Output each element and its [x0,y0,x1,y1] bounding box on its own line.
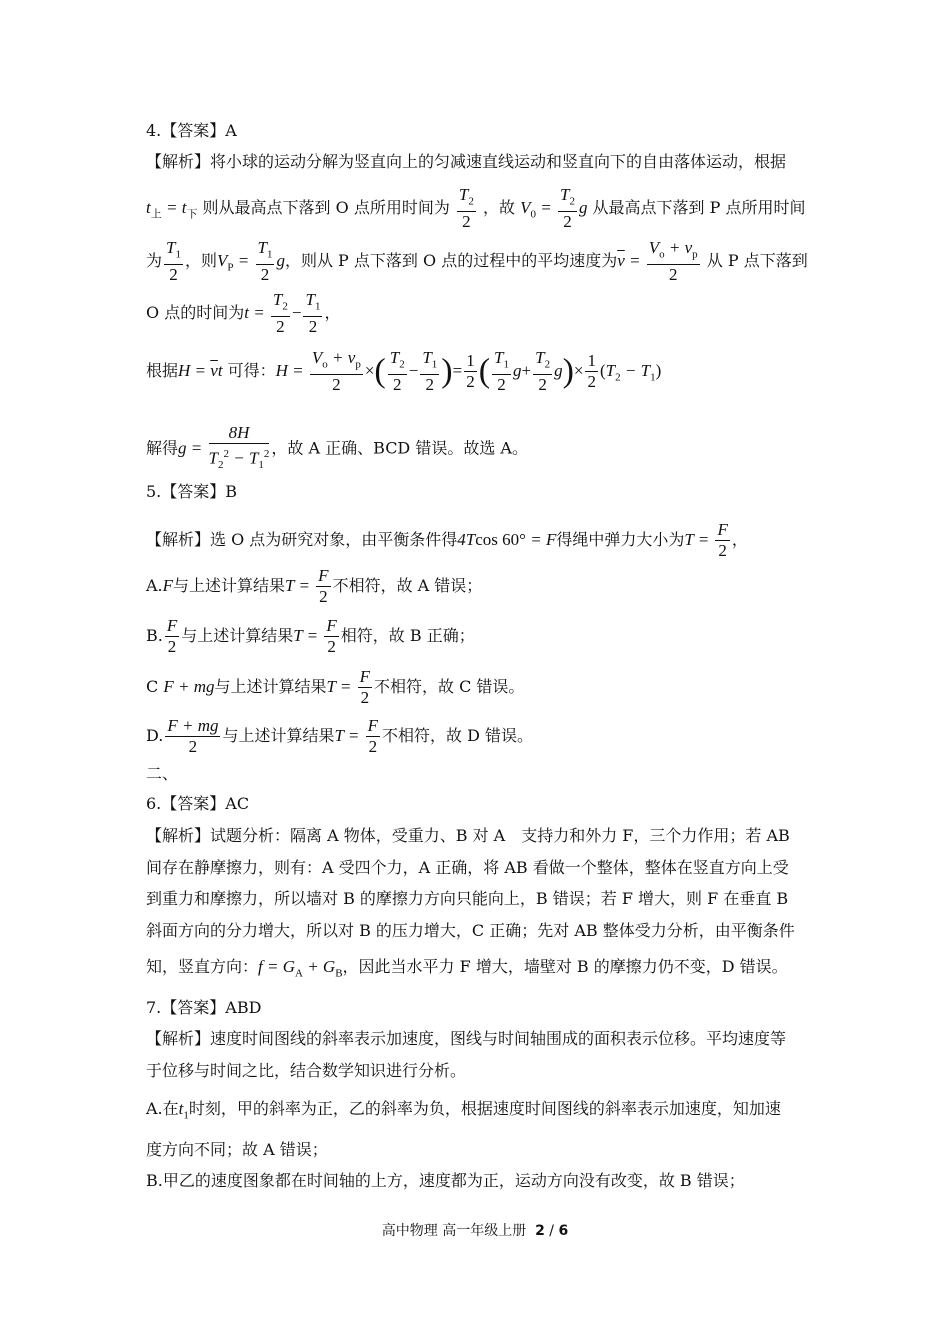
formula-fraction: $\frac{T_2}{2}$ [458,185,474,232]
q7-text-line: 【解析】速度时间图线的斜率表示加速度，图线与时间轴围成的面积表示位移。平均速度等 [146,1029,787,1048]
formula-vbar: $\overline{v}$ = [617,251,645,271]
q4-line-6: 解得g = $\frac{8H}{T_2^2 - T_1^2}$ ，故 A 正确、BCD 错误。故选 A。 [146,423,528,472]
q5-option-b: B. $\frac{F}{2}$ 与上述计算结果T = $\frac{F}{2}$ 相符，故 B 正确； [146,616,475,656]
formula-g: g = [178,438,207,458]
q7-text-line: B.甲乙的速度图象都在时间轴的上方，速度都为正，运动方向没有改变，故 B 错误； [146,1171,745,1190]
q5-line-1: 【解析】选 O 点为研究对象，由平衡条件得4Tcos 60° = F得绳中弹力大小为T = $\frac{F}{2}$ ， [146,520,748,560]
q6-text-line: 间存在静摩擦力，则有：A 受四个力，A 正确，将 AB 看做一个整体，整体在竖直方向上受 [146,858,789,877]
page-total: 6 [558,1223,569,1239]
q6-text-line: 到重力和摩擦力，所以墙对 B 的摩擦力方向只能向上，B 错误；若 F 增大，则 F 在垂直 B [146,889,789,908]
q5-option-d: D. $\frac{F + mg}{2}$ 与上述计算结果T = $\frac{F}{2}$ 不相符，故 D 错误。 [146,716,534,756]
formula-t1: $t_1$ [178,1099,189,1122]
q5-option-c: C F + mg与上述计算结果T = $\frac{F}{2}$ 不相符，故 C 错误。 [146,667,525,707]
section-heading: 二、 [146,764,179,783]
page-footer: 高中物理 高一年级上册 2 / 6 [381,1223,569,1239]
q4-text-line: 【解析】将小球的运动分解为竖直向上的匀减速直线运动和竖直向下的自由落体运动，根据 [146,152,787,171]
q7-text-line: 度方向不同；故 A 错误； [146,1140,328,1159]
page-number: 2 [535,1223,545,1239]
q7-text-line: 于位移与时间之比，结合数学知识进行分析。 [146,1061,467,1080]
q6-heading: 6.【答案】AC [146,794,250,813]
formula-t-up-down: $t_上 = t_下$ [146,198,198,221]
formula-v0: $V_0$ = [520,198,556,221]
q5-option-a: A.F与上述计算结果T = $\frac{F}{2}$ 不相符，故 A 错误； [146,566,483,606]
formula-vp: $V_P$ = [217,251,254,274]
q5-heading: 5.【答案】B [146,482,238,501]
formula-4tcos: 4Tcos 60° = F [457,530,557,549]
formula-f-ga-gb: $f = G_A + G_B$ [258,957,343,980]
q4-line-2: $t_上 = t_下$ 则从最高点下落到 O 点所用时间为 $\frac{T_2}{2}$ ，故 $V_0$ = $\frac{T_2}{2}$ g 从最高点下落到 P 点所用时间 [146,185,806,232]
q6-line-5: 知，竖直方向：$f = G_A + G_B$，因此当水平力 F 增大，墙壁对 B 的摩擦力仍不变，D 错误。 [146,957,788,980]
q6-text-line: 【解析】试题分析：隔离 A 物体，受重力、B 对 A 支持力和外力 F，三个力作用；若 AB [146,826,790,845]
formula-h-vt: $H = \overline{v}t$ [178,361,223,381]
formula-t: t = [244,303,269,323]
q4-line-3: 为 $\frac{T_1}{2}$ ，则$V_P$ = $\frac{T_1}{2}$ g，则从 P 点下落到 O 点的过程中的平均速度为$\overline{v}$ = $\frac{V_o + v_p}{2}$ 从 P 点下落到 [146,238,808,285]
formula-h-expanded: H = [275,361,308,381]
q7-line-3: A.在$t_1$时刻，甲的斜率为正，乙的斜率为负，根据速度时间图线的斜率表示加速度，知加速 [146,1099,781,1122]
q4-heading: 4.【答案】A [146,121,237,140]
q7-heading: 7.【答案】ABD [146,998,262,1017]
q6-text-line: 斜面方向的分力增大，所以对 B 的压力增大，C 正确；先对 AB 整体受力分析，由平衡条件 [146,921,795,940]
q4-line-5: 根据$H = \overline{v}t$ 可得：H = $\frac{V_o + v_p}{2}$ ×( $\frac{T_2}{2}$ − $\frac{T_1}{2}$ )= $\frac{1}{2}$ ( $\frac{T_1}{2}$ g+ $\frac{T_2}{2}$ g)× $\frac{1}{2}$ $(T_2 - T_1)$ [146,348,662,395]
q4-line-4: O 点的时间为t = $\frac{T_2}{2}$ − $\frac{T_1}{2}$ ， [146,290,341,337]
